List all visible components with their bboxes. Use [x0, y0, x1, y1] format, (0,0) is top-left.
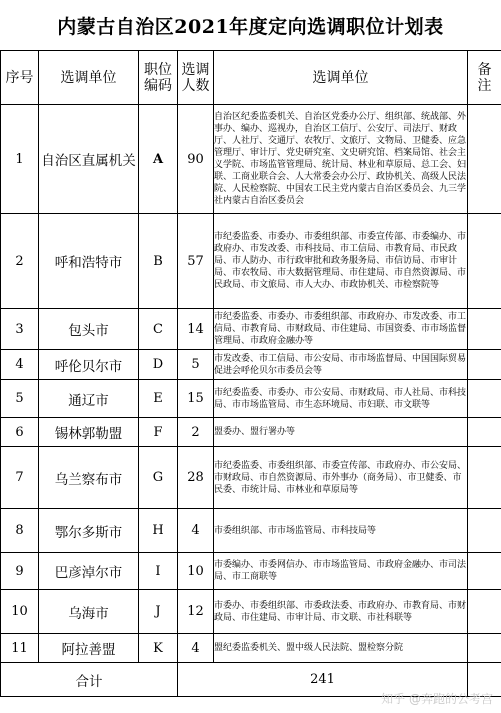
row-remark [468, 509, 501, 553]
row-unit: 呼伦贝尔市 [39, 350, 139, 380]
row-positions: 市纪委监委、市委办、市委组织部、市政府办、市发改委、市工信局、市教育局、市财政局、市住建局、市国资委、市市场监督管理局、市政府金融办等 [214, 309, 468, 350]
row-unit: 锡林郭勒盟 [39, 418, 139, 447]
header-code: 职位编码 [139, 51, 178, 105]
watermark: 知乎 @奔跑的公考宫 [381, 692, 493, 706]
row-remark [468, 634, 501, 663]
row-unit: 巴彦淖尔市 [39, 553, 139, 590]
row-remark [468, 418, 501, 447]
row-code: E [139, 380, 178, 418]
row-code: K [139, 634, 178, 663]
total-label: 合计 [1, 663, 178, 697]
row-count: 4 [178, 634, 214, 663]
row-positions: 市纪委监委、市委办、市委组织部、市委宣传部、市委编办、市政府办、市发改委、市科技局、市工信局、市教育局、市民政局、市人防办、市行政审批和政务服务局、市信访局、市审计局、市农牧局、市大数据管理局、市住建局、市自然资源局、市民政局、市文旅局、市人大办、市政协机关、市检察院等 [214, 214, 468, 309]
row-remark [468, 350, 501, 380]
row-positions: 盟纪委监委机关、盟中级人民法院、盟检察分院 [214, 634, 468, 663]
row-positions: 市委组织部、市市场监管局、市科技局等 [214, 509, 468, 553]
table-row [1, 350, 501, 380]
row-positions: 市纪委监委、市委组织部、市委宣传部、市政府办、市公安局、市财政局、市自然资源局、市外事办（商务局）、市卫健委、市民委、市统计局、市林业和草原局等 [214, 447, 468, 509]
row-code: F [139, 418, 178, 447]
row-code: B [139, 214, 178, 309]
row-code: H [139, 509, 178, 553]
row-code: J [139, 590, 178, 634]
row-seq: 8 [1, 509, 39, 553]
row-unit: 自治区直属机关 [39, 105, 139, 214]
row-remark [468, 553, 501, 590]
header-unit: 选调单位 [39, 51, 139, 105]
row-unit: 乌海市 [39, 590, 139, 634]
row-positions: 市委办、市委组织部、市委政法委、市政府办、市教育局、市财政局、市住建局、市审计局、市文联、市社科联等 [214, 590, 468, 634]
row-unit: 乌兰察布市 [39, 447, 139, 509]
row-count: 14 [178, 309, 214, 350]
table-row [1, 509, 501, 553]
row-seq: 5 [1, 380, 39, 418]
row-code: I [139, 553, 178, 590]
row-seq: 2 [1, 214, 39, 309]
plan-table [0, 50, 501, 697]
row-remark [468, 105, 501, 214]
row-unit: 阿拉善盟 [39, 634, 139, 663]
row-seq: 9 [1, 553, 39, 590]
table-row [1, 553, 501, 590]
row-positions: 盟委办、盟行署办等 [214, 418, 468, 447]
row-seq: 7 [1, 447, 39, 509]
table-row [1, 380, 501, 418]
row-positions: 市纪委监委、市委办、市公安局、市财政局、市人社局、市科技局、市市场监管局、市生态环境局、市妇联、市文联等 [214, 380, 468, 418]
table-row [1, 447, 501, 509]
row-seq: 1 [1, 105, 39, 214]
header-row [1, 51, 501, 105]
table-row [1, 309, 501, 350]
table-row [1, 590, 501, 634]
header-seq: 序号 [1, 51, 39, 105]
page-title: 内蒙古自治区2021年度定向选调职位计划表 [57, 15, 444, 38]
table-row [1, 634, 501, 663]
table-row [1, 105, 501, 214]
table-row [1, 418, 501, 447]
row-code: G [139, 447, 178, 509]
row-count: 5 [178, 350, 214, 380]
total-value: 241 [178, 663, 468, 697]
header-count: 选调人数 [178, 51, 214, 105]
row-seq: 11 [1, 634, 39, 663]
row-count: 4 [178, 509, 214, 553]
row-remark [468, 214, 501, 309]
row-count: 90 [178, 105, 214, 214]
row-remark [468, 309, 501, 350]
header-positions: 选调单位 [214, 51, 468, 105]
row-count: 57 [178, 214, 214, 309]
row-seq: 4 [1, 350, 39, 380]
row-count: 12 [178, 590, 214, 634]
row-code: A [139, 105, 178, 214]
row-seq: 6 [1, 418, 39, 447]
row-count: 10 [178, 553, 214, 590]
row-unit: 通辽市 [39, 380, 139, 418]
row-count: 2 [178, 418, 214, 447]
row-remark [468, 590, 501, 634]
row-count: 28 [178, 447, 214, 509]
row-unit: 包头市 [39, 309, 139, 350]
row-count: 15 [178, 380, 214, 418]
row-seq: 10 [1, 590, 39, 634]
row-unit: 呼和浩特市 [39, 214, 139, 309]
row-positions: 市发改委、市工信局、市公安局、市市场监督局、中国国际贸易促进会呼伦贝尔市委员会等 [214, 350, 468, 380]
row-seq: 3 [1, 309, 39, 350]
row-code: C [139, 309, 178, 350]
row-positions: 市委编办、市委网信办、市市场监管局、市政府金融办、市司法局、市工商联等 [214, 553, 468, 590]
table-row [1, 214, 501, 309]
header-remark: 备注 [468, 51, 501, 105]
row-remark [468, 380, 501, 418]
row-unit: 鄂尔多斯市 [39, 509, 139, 553]
row-positions: 自治区纪委监委机关、自治区党委办公厅、组织部、统战部、外事办、编办、巡视办，自治区工信厅、公安厅、司法厅、财政厅、人社厅、交通厅、农牧厅、文旅厅、文物局、卫健委、应急管理厅、审计厅、党史研究室、文史研究馆、档案局馆、社会主义学院、市场监管管理局、统计局、林业和草原局、总工会、妇联、工商业联合会、人大常委会办公厅、政协机关、高级人民法院、人民检察院、中国农工民主党内蒙古自治区委员会、九三学社内蒙古自治区委员会 [214, 105, 468, 214]
row-remark [468, 447, 501, 509]
row-code: D [139, 350, 178, 380]
